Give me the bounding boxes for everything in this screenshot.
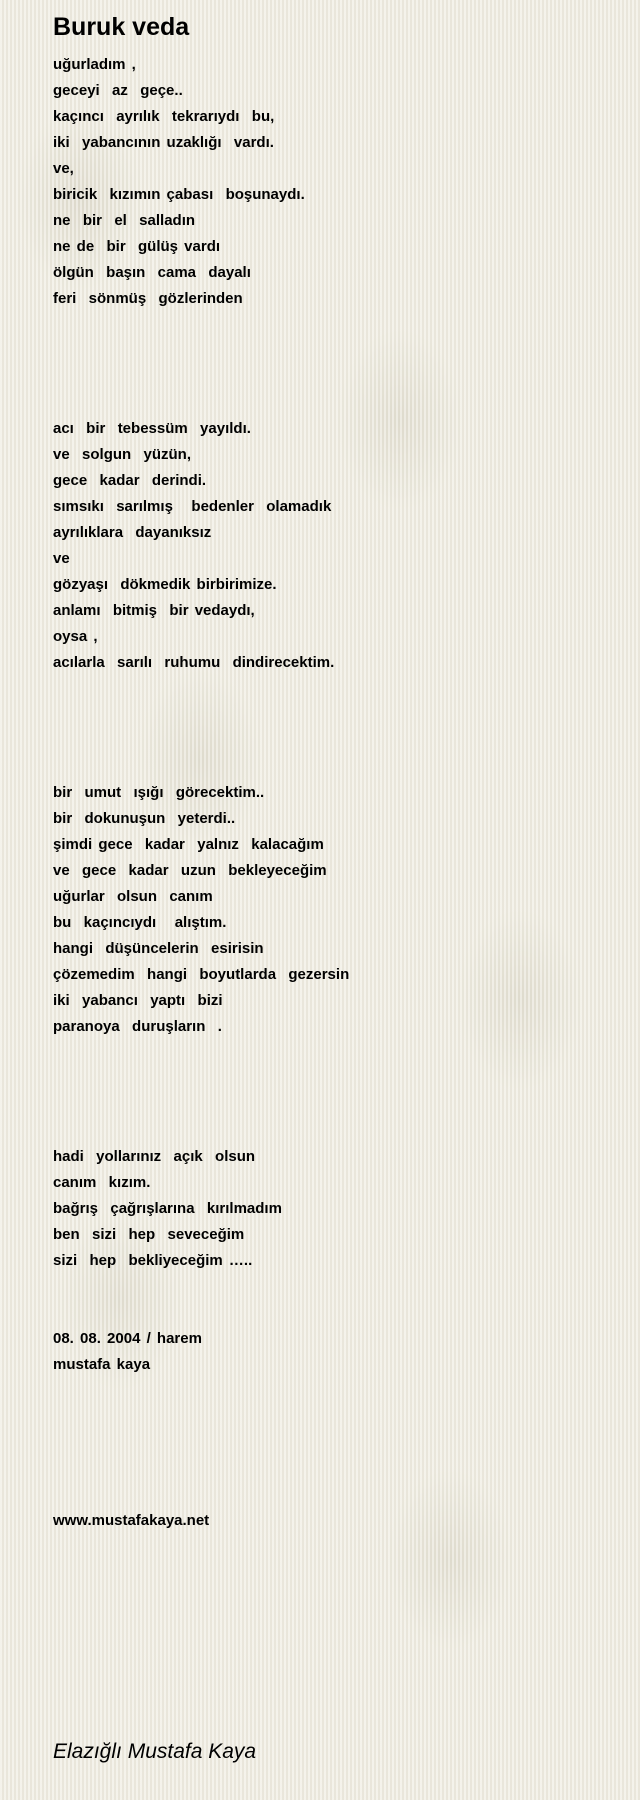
poem-line: sımsıkı sarılmış bedenler olamadık (53, 498, 332, 515)
poem-line: ne de bir gülüş vardı (53, 238, 221, 255)
author-signature: Elazığlı Mustafa Kaya (53, 1740, 257, 1763)
poem-line: ve (53, 550, 70, 567)
poem-blank-line (53, 702, 613, 728)
poem-blank-line (53, 1274, 613, 1300)
poem-line: uğurladım , (53, 56, 136, 73)
poem-line: geceyi az geçe.. (53, 82, 183, 99)
poem-line: hangi düşüncelerin esirisin (53, 940, 264, 957)
poem-line: çözemedim hangi boyutlarda gezersin (53, 966, 350, 983)
poem-blank-line (53, 1456, 613, 1482)
poem-line: iki yabancının uzaklığı vardı. (53, 134, 274, 151)
poem-blank-line (53, 1118, 613, 1144)
poem-line: mustafa kaya (53, 1356, 151, 1373)
poem-blank-line (53, 1092, 613, 1118)
poem-blank-line (53, 1482, 613, 1508)
poem-blank-line (53, 312, 613, 338)
poem-body (53, 52, 613, 1534)
poem-line: 08. 08. 2004 / harem (53, 1330, 202, 1347)
poem-blank-line (53, 1040, 613, 1066)
poem-line: ve solgun yüzün, (53, 446, 192, 463)
poem-line: ve gece kadar uzun bekleyeceğim (53, 862, 327, 879)
poem-line: ölgün başın cama dayalı (53, 264, 251, 281)
poem-line: gözyaşı dökmedik birbirimize. (53, 576, 277, 593)
poem-blank-line (53, 338, 613, 364)
poem-line: iki yabancı yaptı bizi (53, 992, 223, 1009)
poem-line: acılarla sarılı ruhumu dindirecektim. (53, 654, 335, 671)
poem-line: canım kızım. (53, 1174, 151, 1191)
poem-line: ben sizi hep seveceğim (53, 1226, 245, 1243)
poem-line: sizi hep bekliyeceğim ….. (53, 1252, 253, 1269)
poem-line: hadi yollarınız açık olsun (53, 1148, 256, 1165)
poem-line: ve, (53, 160, 74, 177)
poem-line: bir dokunuşun yeterdi.. (53, 810, 236, 827)
poem-blank-line (53, 1066, 613, 1092)
poem-line: uğurlar olsun canım (53, 888, 213, 905)
poem-line: ne bir el salladın (53, 212, 196, 229)
poem-blank-line (53, 364, 613, 390)
poem-blank-line (53, 1430, 613, 1456)
poem-line: şimdi gece kadar yalnız kalacağım (53, 836, 324, 853)
poem-blank-line (53, 1378, 613, 1404)
poem-line: kaçıncı ayrılık tekrarıydı bu, (53, 108, 275, 125)
poem-line: biricik kızımın çabası boşunaydı. (53, 186, 305, 203)
poem-line: bağrış çağrışlarına kırılmadım (53, 1200, 282, 1217)
poem-line: gece kadar derindi. (53, 472, 207, 489)
poem-line: bir umut ışığı görecektim.. (53, 784, 265, 801)
poem-line: feri sönmüş gözlerinden (53, 290, 243, 307)
poem-blank-line (53, 676, 613, 702)
poem-blank-line (53, 754, 613, 780)
poem-blank-line (53, 728, 613, 754)
poem-line: paranoya duruşların . (53, 1018, 222, 1035)
poem-blank-line (53, 1404, 613, 1430)
poem-line: anlamı bitmiş bir vedaydı, (53, 602, 255, 619)
poem-line: ayrılıklara dayanıksız (53, 524, 212, 541)
poem-blank-line (53, 390, 613, 416)
poem-line: bu kaçıncıydı alıştım. (53, 914, 227, 931)
poem-title: Buruk veda (53, 13, 190, 41)
poem-line: oysa , (53, 628, 98, 645)
poem-blank-line (53, 1300, 613, 1326)
poem-line: www.mustafakaya.net (53, 1512, 210, 1529)
poem-line: acı bir tebessüm yayıldı. (53, 420, 251, 437)
